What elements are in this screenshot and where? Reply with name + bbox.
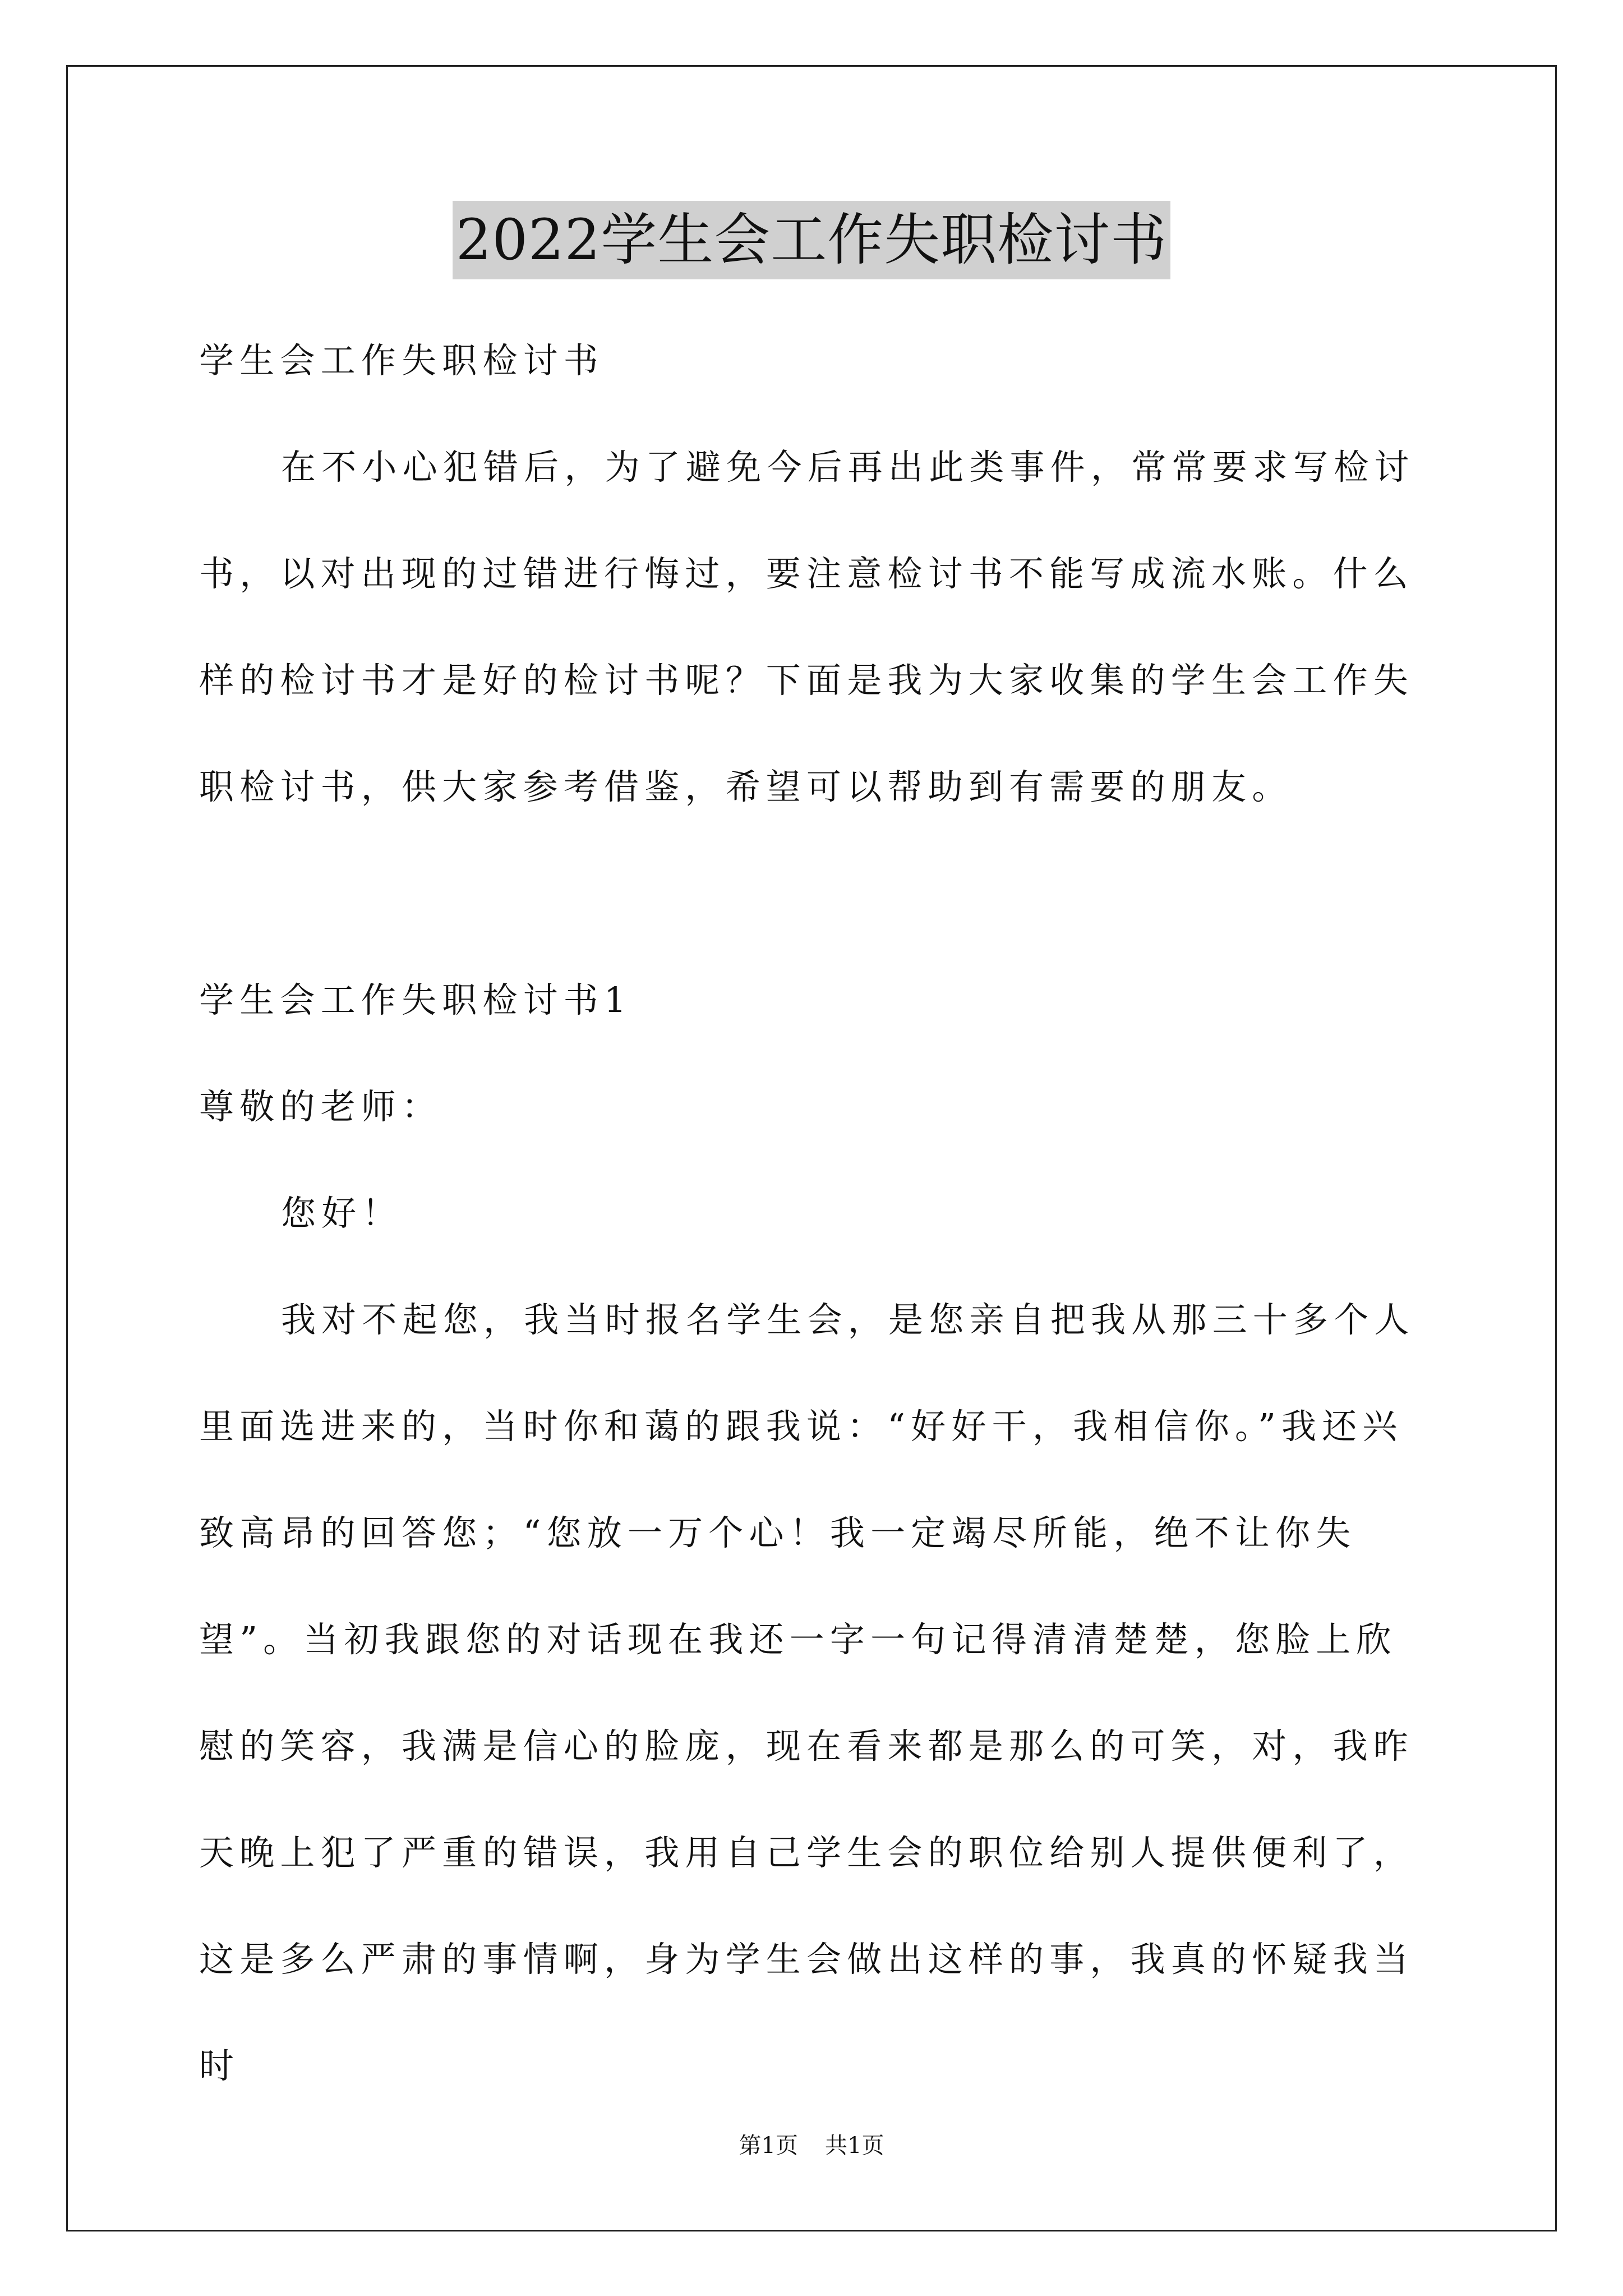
document-body: [199, 307, 1433, 2119]
page-number-current: 第1页: [739, 2133, 798, 2159]
intro-paragraph: 在不小心犯错后，为了避免今后再出此类事件，常常要求写检讨书，以对出现的过错进行悔过，要注意检讨书不能写成流水账。什么样的检讨书才是好的检讨书呢？下面是我为大家收集的学生会工作失职检讨书，供大家参考借鉴，希望可以帮助到有需要的朋友。: [199, 447, 1415, 807]
body-paragraph: 我对不起您，我当时报名学生会，是您亲自把我从那三十多个人里面选进来的，当时你和蔼的跟我说：“好好干，我相信你。”我还兴致高昂的回答您；“您放一万个心！我一定竭尽所能，绝不让你失望”。当初我跟您的对话现在我还一字一句记得清清楚楚，您脸上欣慰的笑容，我满是信心的脸庞，现在看来都是那么的可笑，对，我昨天晚上犯了严重的错误，我用自己学生会的职位给别人提供便利了，这是多么严肃的事情啊，身为学生会做出这样的事，我真的怀疑我当时: [199, 1299, 1415, 2086]
document-title: 2022学生会工作失职检讨书: [453, 201, 1171, 279]
greeting: 您好！: [281, 1193, 403, 1234]
section-heading: 学生会工作失职检讨书1: [199, 979, 632, 1020]
intro-heading: 学生会工作失职检讨书: [199, 340, 605, 381]
title-container: [0, 201, 1623, 279]
section-spacer: [199, 840, 1433, 947]
salutation: 尊敬的老师：: [199, 1086, 442, 1127]
page-number-total: 共1页: [825, 2133, 884, 2159]
page-footer: [0, 2129, 1623, 2162]
